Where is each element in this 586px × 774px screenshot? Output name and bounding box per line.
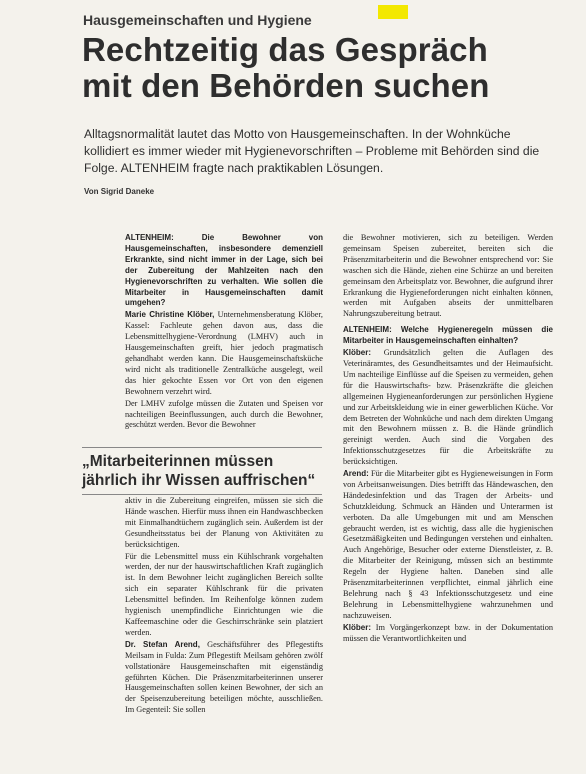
answer-1-speaker: Marie Christine Klöber, <box>125 310 215 320</box>
answer-3-text: Grundsätzlich gelten die Auflagen des Veterinäramtes, des Gesundheitsamtes und der Heimaufsicht. Um nachteilige Einflüsse auf die Speisen zu vermeiden, gehen für die Hauswirtschafts- bzw. Präsenzkräfte die gleichen allgemeinen Hygieneanforderungen zur persönlichen Hygiene und zur Arbeitskleidung wie in einer gewerblichen Küche. Vor dem Betreten der Wohnküche und nach dem direkten Umgang mit den Bewohnern müssen z. B. die Hände gründlich gereinigt werden. Auch sind die Vorgaben des Infektionsschutzgesetzes für die Arbeitskräfte zu berücksichtigen. <box>343 348 553 467</box>
pullquote-rule-top <box>82 447 322 448</box>
pull-quote: „Mitarbeiterinnen müssen jährlich ihr Wissen auffrischen“ <box>82 453 316 489</box>
answer-1-continued: Der LMHV zufolge müssen die Zutaten und Speisen vor nachteiligen Beeinflussungen, auch durch die Bewohner, geschützt werden. Bevor die Bewohner <box>125 398 323 430</box>
title-line-2: mit den Behörden suchen <box>82 67 490 104</box>
answer-5-text: Im Vorgängerkonzept bzw. in der Dokumentation müssen die Verantwortlichkeiten und <box>343 622 553 643</box>
article-title <box>82 32 490 104</box>
answer-5-speaker: Klöber: <box>343 622 371 632</box>
column-left-bottom <box>125 496 323 717</box>
answer-2-text: Geschäftsführer des Pflegestifts Meilsam in Fulda: Zum Pflegestift Meilsam gehören zwölf vollstationäre Hausgemeinschaften mit eigenständig geführten Küchen. Die Präsenzmitarbeiterinnen unserer Hausgemeinschaften sollen keinen Bewohner, der sich an der Speisenzubereitung beteiligen möchte, ausschließen. Im Gegenteil: Sie sollen <box>125 639 323 715</box>
lead-paragraph: Alltagsnormalität lautet das Motto von Hausgemeinschaften. In der Wohnküche kollidiert es immer wieder mit Hygienevorschriften – Probleme mit Behörden sind die Folge. ALTENHEIM fragte nach praktikablen Lösungen. <box>84 127 540 175</box>
pullquote-rule-bottom <box>82 494 322 495</box>
answer-2-speaker: Dr. Stefan Arend, <box>125 639 200 649</box>
title-line-1: Rechtzeitig das Gespräch <box>82 31 488 68</box>
section-kicker: Hausgemeinschaften und Hygiene <box>83 12 312 28</box>
column-left-top <box>125 233 323 432</box>
answer-1-text: Unternehmensberatung Klöber, Kassel: Fachleute gehen davon aus, dass die Lebensmittelhygiene-Verordnung (LMHV) auch in Hausgemeinschaften greift, hier jedoch pragmatisch gehandhabt werden kann. Die Hausgemeinschaftsküche wird nicht als traditionelle Zentralküche ausgelegt, weil das hier gekochte Essen vor Ort von den eigenen Bewohnern verzehrt wird. <box>125 310 323 396</box>
yellow-tab-marker <box>378 5 408 19</box>
answer-4-text: Für die Mitarbeiter gibt es Hygieneweisungen in Form von Arbeitsanweisungen. Dies betrifft das Händewaschen, den Händedesinfektion und das Tragen der Arbeits- und Schutzkleidung. Schmuck an Händen und Unterarmen ist verboten. Da alle Umgebungen mit und am Menschen gebraucht werden, ist es wichtig, dass alle die hygienischen Gesetzmäßigkeiten und Bedingungen verstehen und einhalten. Auch Angehörige, Besucher oder externe Dienstleister, z. B. die Mitarbeiter der Reinigung, müssen sich an bestimmte Regeln der Hygiene halten. Daneben sind alle Präsenzmitarbeiterinnen verpflichtet, einmal jährlich eine Belehrung nach § 43 Infektionsschutzgesetz und eine Belehrung in Lebensmittelhygiene wahrzunehmen und nachzuweisen. <box>343 469 553 620</box>
byline: Von Sigrid Daneke <box>84 187 155 196</box>
paragraph-fridge: Für die Lebensmittel muss ein Kühlschrank vorgehalten werden, der nur der hauswirtschaftlichen Kraft zugänglich ist. In dem Bewohner leicht zugänglichen Bereich sollte sich ein separater Kühlschrank für die privaten Lebensmittel befinden. Im Reihenfolge können zudem hygienisch unempfindliche Einrichtungen wie die Kaffeemaschine oder die Geschirrschränke sein platziert werden. <box>125 551 323 637</box>
paragraph-motivation: die Bewohner motivieren, sich zu beteiligen. Werden gemeinsam Speisen zubereitet, bereiten sich die Präsenzmitarbeiterin und die Bewohner entsprechend vor: Sie waschen sich die Hände, ziehen eine Schürze an und bereiten gemeinsam den Arbeitsplatz vor. Bewohner, die aufgrund ihrer Erkrankung die Hygieneforderungen nicht einhalten können, werden mit Aufgaben abseits der unmittelbaren Nahrungszubereitung betraut. <box>343 233 553 319</box>
question-1: ALTENHEIM: Die Bewohner von Hausgemeinschaften, insbesondere demenziell Erkrankte, sind nicht immer in der Lage, sich bei der Zubereitung der Mahlzeiten nach den Hygienevorschriften zu verhalten. Wie sollen die Mitarbeiter in Hausgemeinschaften damit umgehen? <box>125 233 323 308</box>
answer-3-speaker: Klöber: <box>343 348 371 358</box>
paragraph-handwash: aktiv in die Zubereitung eingreifen, müssen sie sich die Hände waschen. Hierfür muss ihnen ein Handwaschbecken mit Einmalhandtüchern zugänglich sein. Außerdem ist der Gesundheitsstatus bei der Planung von Aktivitäten zu berücksichtigen. <box>125 496 323 549</box>
answer-4-speaker: Arend: <box>343 469 369 479</box>
column-right <box>343 233 553 646</box>
question-2: ALTENHEIM: Welche Hygieneregeln müssen die Mitarbeiter in Hausgemeinschaften einhalten? <box>343 325 553 346</box>
